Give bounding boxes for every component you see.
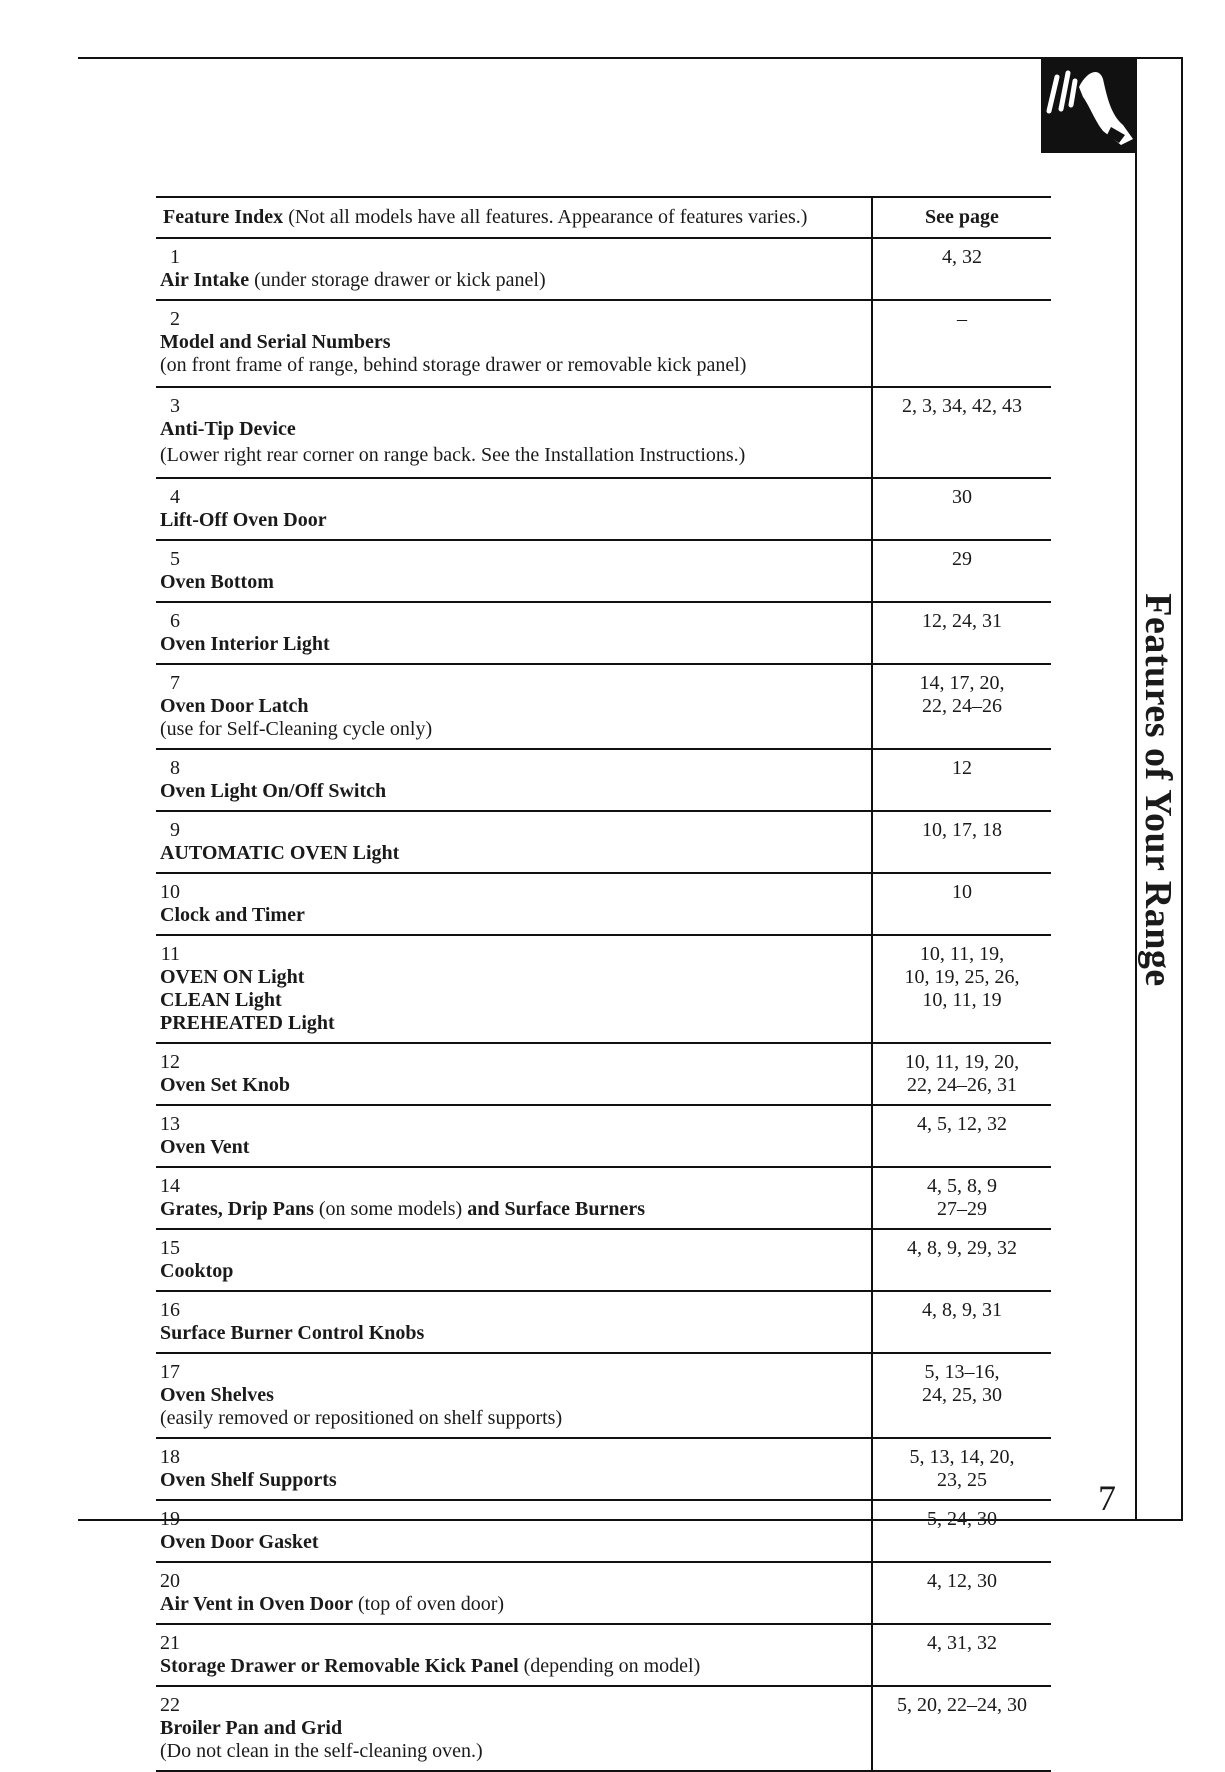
table-row bbox=[156, 1353, 1051, 1438]
feature-subtext: (Do not clean in the self-cleaning oven.) bbox=[160, 1740, 483, 1762]
section-logo bbox=[1041, 57, 1137, 153]
feature-subtext: (on front frame of range, behind storage drawer or removable kick panel) bbox=[160, 354, 747, 376]
table-row bbox=[156, 540, 1051, 602]
item-number: 16 bbox=[160, 1299, 180, 1321]
page-refs-line2: 27–29 bbox=[937, 1198, 987, 1220]
item-number: 7 bbox=[170, 672, 180, 694]
item-number: 12 bbox=[160, 1051, 180, 1073]
feature-name: Cooktop bbox=[160, 1260, 234, 1282]
table-row bbox=[156, 935, 1051, 1043]
table-row bbox=[156, 478, 1051, 540]
feature-index-note: (Not all models have all features. Appearance of features varies.) bbox=[288, 206, 808, 228]
table-row bbox=[156, 300, 1051, 387]
table-row bbox=[156, 1043, 1051, 1105]
page-refs: 10, 11, 19, 20, bbox=[904, 1051, 1020, 1073]
feature-name: Storage Drawer or Removable Kick Panel bbox=[160, 1655, 519, 1677]
item-number: 3 bbox=[170, 395, 180, 417]
feature-name: Lift-Off Oven Door bbox=[160, 509, 327, 531]
feature-index-table bbox=[156, 196, 1051, 1772]
page-refs: 12, 24, 31 bbox=[922, 610, 1002, 632]
page-refs: 5, 24, 30 bbox=[927, 1508, 997, 1530]
page-refs: 10, 17, 18 bbox=[922, 819, 1002, 841]
item-number: 17 bbox=[160, 1361, 180, 1383]
item-number: 18 bbox=[160, 1446, 180, 1468]
feature-note: (on some models) bbox=[318, 1198, 463, 1220]
feature-name: Clock and Timer bbox=[160, 904, 305, 926]
feature-index-header bbox=[156, 197, 872, 238]
feature-name-line2: CLEAN Light bbox=[160, 989, 282, 1011]
table-row bbox=[156, 1105, 1051, 1167]
item-number: 13 bbox=[160, 1113, 180, 1135]
section-title: Features of Your Range bbox=[1137, 593, 1179, 987]
feature-name-line3: PREHEATED Light bbox=[160, 1012, 335, 1034]
see-page-header: See page bbox=[872, 197, 1051, 238]
page-refs: – bbox=[957, 308, 967, 330]
item-number: 10 bbox=[160, 881, 180, 903]
page-refs: 4, 32 bbox=[942, 246, 982, 268]
feature-subtext: (easily removed or repositioned on shelf supports) bbox=[160, 1407, 563, 1429]
table-row bbox=[156, 1686, 1051, 1771]
item-number: 20 bbox=[160, 1570, 180, 1592]
table-row bbox=[156, 1438, 1051, 1500]
item-number: 5 bbox=[170, 548, 180, 570]
page-refs: 10, 11, 19, bbox=[919, 943, 1005, 965]
feature-note: (depending on model) bbox=[523, 1655, 701, 1677]
feature-name: Oven Door Latch bbox=[160, 695, 309, 717]
table-row bbox=[156, 811, 1051, 873]
feature-name-continued: and Surface Burners bbox=[467, 1198, 645, 1220]
page-number: 7 bbox=[1098, 1478, 1116, 1518]
hand-pointer-icon bbox=[1041, 57, 1137, 153]
table-row bbox=[156, 664, 1051, 749]
page-refs: 29 bbox=[952, 548, 972, 570]
page-refs-line2: 24, 25, 30 bbox=[922, 1384, 1002, 1406]
page-refs: 12 bbox=[952, 757, 972, 779]
feature-name: Oven Set Knob bbox=[160, 1074, 291, 1096]
feature-name: Model and Serial Numbers bbox=[160, 331, 391, 353]
table-row bbox=[156, 873, 1051, 935]
feature-name: Grates, Drip Pans bbox=[160, 1198, 314, 1220]
table-row bbox=[156, 749, 1051, 811]
page-refs: 4, 5, 12, 32 bbox=[917, 1113, 1007, 1135]
feature-name: Oven Shelves bbox=[160, 1384, 274, 1406]
page-refs-line2: 23, 25 bbox=[937, 1469, 987, 1491]
feature-name: Oven Shelf Supports bbox=[160, 1469, 337, 1491]
feature-note: (under storage drawer or kick panel) bbox=[254, 269, 546, 291]
page-refs-line2: 22, 24–26, 31 bbox=[907, 1074, 1017, 1096]
feature-name: Broiler Pan and Grid bbox=[160, 1717, 343, 1739]
table-row bbox=[156, 1167, 1051, 1229]
feature-name: Anti-Tip Device bbox=[160, 418, 296, 440]
page-refs: 30 bbox=[952, 486, 972, 508]
page-refs: 4, 8, 9, 31 bbox=[922, 1299, 1002, 1321]
feature-name: Oven Door Gasket bbox=[160, 1531, 319, 1553]
feature-subtext: (use for Self-Cleaning cycle only) bbox=[160, 718, 433, 740]
item-number: 4 bbox=[170, 486, 180, 508]
page-refs: 4, 31, 32 bbox=[927, 1632, 997, 1654]
top-rule bbox=[78, 57, 1183, 59]
page-refs: 5, 20, 22–24, 30 bbox=[897, 1694, 1027, 1716]
page-refs-line3: 10, 11, 19 bbox=[922, 989, 1002, 1011]
feature-subtext: (Lower right rear corner on range back. See the Installation Instructions.) bbox=[160, 444, 746, 466]
feature-name: AUTOMATIC OVEN Light bbox=[160, 842, 400, 864]
item-number: 8 bbox=[170, 757, 180, 779]
page-refs: 10 bbox=[952, 881, 972, 903]
item-number: 21 bbox=[160, 1632, 180, 1654]
item-number: 15 bbox=[160, 1237, 180, 1259]
feature-name: Oven Interior Light bbox=[160, 633, 330, 655]
feature-name: Oven Bottom bbox=[160, 571, 274, 593]
feature-name: Air Vent in Oven Door bbox=[160, 1593, 353, 1615]
page-refs: 2, 3, 34, 42, 43 bbox=[902, 395, 1022, 417]
table-row bbox=[156, 387, 1051, 478]
table-row bbox=[156, 1500, 1051, 1562]
page-refs: 4, 12, 30 bbox=[927, 1570, 997, 1592]
item-number: 9 bbox=[170, 819, 180, 841]
table-row bbox=[156, 1291, 1051, 1353]
table-row bbox=[156, 1562, 1051, 1624]
item-number: 6 bbox=[170, 610, 180, 632]
item-number: 14 bbox=[160, 1175, 180, 1197]
item-number: 2 bbox=[170, 308, 180, 330]
feature-name: Oven Vent bbox=[160, 1136, 250, 1158]
feature-index-label: Feature Index bbox=[163, 206, 284, 228]
feature-note: (top of oven door) bbox=[357, 1593, 505, 1615]
page-refs: 4, 8, 9, 29, 32 bbox=[907, 1237, 1017, 1259]
item-number: 22 bbox=[160, 1694, 180, 1716]
page-refs-line2: 10, 19, 25, 26, bbox=[904, 966, 1020, 988]
table-row bbox=[156, 602, 1051, 664]
feature-name: Oven Light On/Off Switch bbox=[160, 780, 387, 802]
page-refs-line2: 22, 24–26 bbox=[922, 695, 1002, 717]
page-refs: 14, 17, 20, bbox=[919, 672, 1005, 694]
page-refs: 5, 13–16, bbox=[924, 1361, 1000, 1383]
table-row bbox=[156, 1229, 1051, 1291]
item-number: 11 bbox=[160, 943, 180, 965]
table-row bbox=[156, 1624, 1051, 1686]
item-number: 19 bbox=[160, 1508, 180, 1530]
feature-name: OVEN ON Light bbox=[160, 966, 305, 988]
right-frame-rule bbox=[1181, 57, 1183, 1521]
page-refs: 4, 5, 8, 9 bbox=[927, 1175, 997, 1197]
table-row bbox=[156, 238, 1051, 300]
feature-name: Surface Burner Control Knobs bbox=[160, 1322, 425, 1344]
page-refs: 5, 13, 14, 20, bbox=[909, 1446, 1015, 1468]
feature-name: Air Intake bbox=[160, 269, 250, 291]
table-header-row bbox=[156, 197, 1051, 238]
item-number: 1 bbox=[170, 246, 180, 268]
